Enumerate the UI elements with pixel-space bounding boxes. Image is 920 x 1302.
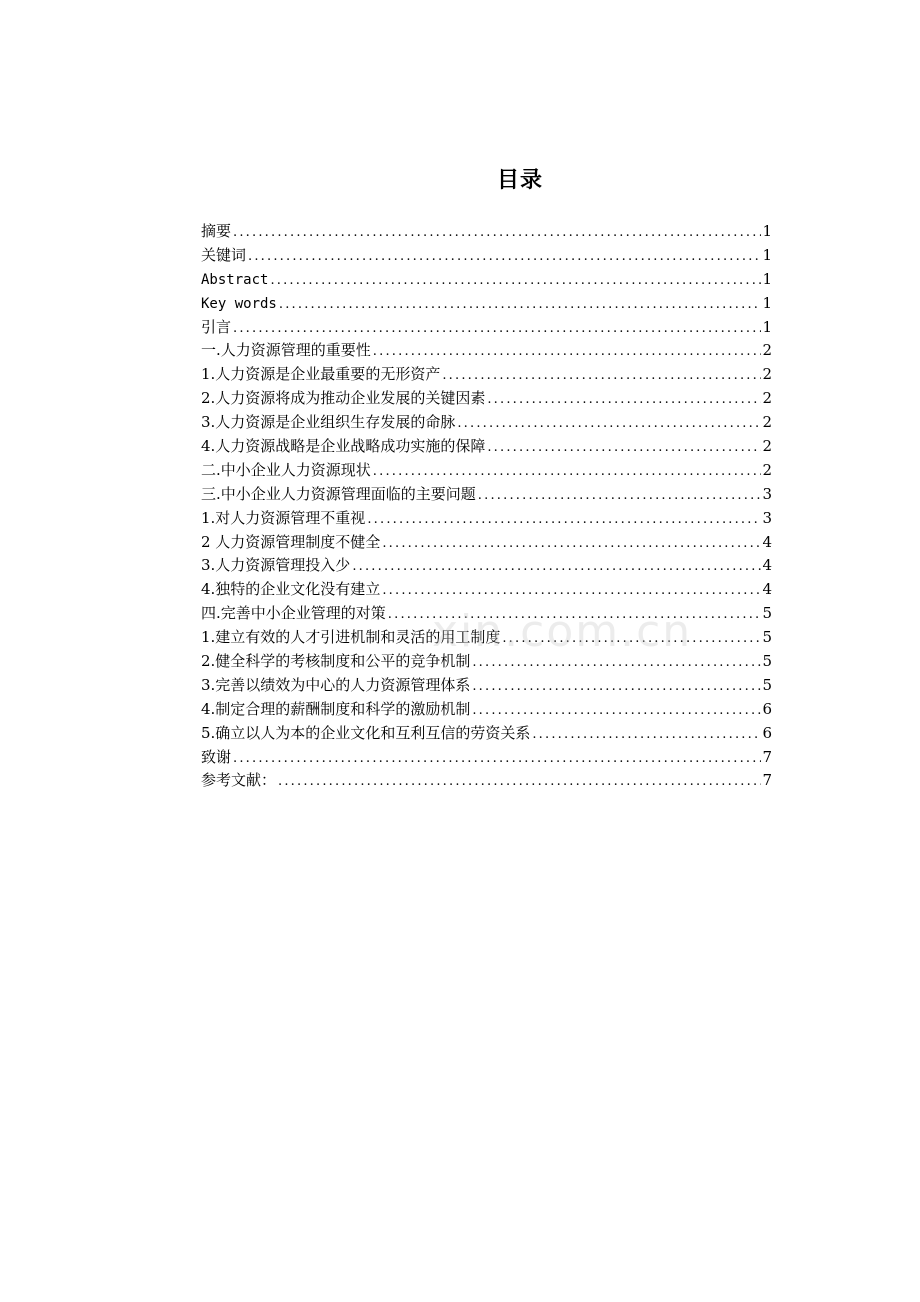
toc-entry[interactable] bbox=[201, 769, 772, 793]
toc-entry[interactable] bbox=[201, 650, 772, 674]
toc-entry-label: 1.人力资源是企业最重要的无形资产 bbox=[201, 365, 441, 384]
toc-page-number: 4 bbox=[762, 532, 772, 551]
toc-page-number: 3 bbox=[762, 484, 772, 503]
toc-dot-leader bbox=[502, 627, 761, 650]
toc-entry-label: 3.人力资源管理投入少 bbox=[201, 556, 351, 575]
toc-page-number: 5 bbox=[762, 628, 772, 647]
toc-dot-leader bbox=[352, 555, 761, 578]
toc-entry-label: 4.制定合理的薪酬制度和科学的激励机制 bbox=[201, 699, 471, 718]
toc-entry[interactable] bbox=[201, 292, 772, 316]
toc-entry-label: 一.人力资源管理的重要性 bbox=[201, 341, 371, 360]
toc-entry[interactable] bbox=[201, 722, 772, 746]
toc-entry-label: 致谢 bbox=[201, 747, 232, 766]
toc-page-number: 1 bbox=[762, 222, 772, 240]
toc-entry-label: 引言 bbox=[201, 317, 232, 336]
toc-entry[interactable] bbox=[201, 435, 772, 459]
toc-page-number: 3 bbox=[762, 508, 772, 527]
toc-page-number: 2 bbox=[762, 413, 772, 432]
toc-entry[interactable] bbox=[201, 602, 772, 626]
toc-page-number: 2 bbox=[762, 460, 772, 479]
toc-dot-leader bbox=[373, 340, 762, 363]
toc-dot-leader bbox=[487, 436, 761, 459]
toc-entry-label: 4.独特的企业文化没有建立 bbox=[201, 580, 381, 599]
toc-page-number: 4 bbox=[762, 556, 772, 575]
toc-page-number: 4 bbox=[762, 580, 772, 599]
toc-entry[interactable] bbox=[201, 268, 772, 292]
toc-dot-leader bbox=[233, 317, 761, 340]
toc-entry-label: 3.完善以绩效为中心的人力资源管理体系 bbox=[201, 675, 471, 694]
toc-entry-label: 4.人力资源战略是企业战略成功实施的保障 bbox=[201, 437, 486, 456]
toc-entry[interactable] bbox=[201, 578, 772, 602]
toc-page-number: 6 bbox=[762, 723, 772, 742]
toc-entry-label: 5.确立以人为本的企业文化和互利互信的劳资关系 bbox=[201, 723, 531, 742]
toc-entry-label: 1.对人力资源管理不重视 bbox=[201, 508, 366, 527]
toc-dot-leader bbox=[472, 651, 761, 674]
toc-page-number: 2 bbox=[762, 365, 772, 384]
toc-page-number: 5 bbox=[762, 652, 772, 671]
toc-dot-leader bbox=[442, 364, 761, 387]
toc-entry[interactable] bbox=[201, 531, 772, 555]
toc-dot-leader bbox=[382, 579, 761, 602]
toc-entry-label: 2 人力资源管理制度不健全 bbox=[201, 532, 381, 551]
toc-entry-label: 三.中小企业人力资源管理面临的主要问题 bbox=[201, 484, 476, 503]
toc-entry-label: 2.人力资源将成为推动企业发展的关键因素 bbox=[201, 389, 486, 408]
toc-dot-leader bbox=[279, 293, 762, 316]
toc-page-number: 1 bbox=[762, 245, 772, 264]
toc-dot-leader bbox=[270, 269, 761, 292]
toc-dot-leader bbox=[478, 484, 762, 507]
toc-entry[interactable] bbox=[201, 698, 772, 722]
toc-page-number: 5 bbox=[762, 675, 772, 694]
toc-entry[interactable] bbox=[201, 626, 772, 650]
toc-entry[interactable] bbox=[201, 316, 772, 340]
toc-dot-leader bbox=[532, 723, 761, 746]
watermark: xin.com.cn bbox=[432, 606, 693, 657]
toc-entry-label: 3.人力资源是企业组织生存发展的命脉 bbox=[201, 413, 456, 432]
toc-page-number: 2 bbox=[762, 389, 772, 408]
toc-entry[interactable] bbox=[201, 459, 772, 483]
toc-page-number: 1 bbox=[762, 317, 772, 336]
toc-dot-leader bbox=[233, 221, 761, 244]
toc-entry-label: 2.健全科学的考核制度和公平的竞争机制 bbox=[201, 652, 471, 671]
toc-entry-label: 参考文献： bbox=[201, 771, 277, 790]
toc-dot-leader bbox=[373, 460, 762, 483]
toc-entry-label: 摘要 bbox=[201, 222, 232, 240]
toc-entry[interactable] bbox=[201, 674, 772, 698]
toc-entry[interactable] bbox=[201, 220, 772, 244]
toc-page-number: 7 bbox=[762, 771, 772, 790]
toc-entry[interactable] bbox=[201, 507, 772, 531]
toc-entry[interactable] bbox=[201, 483, 772, 507]
toc-dot-leader bbox=[367, 508, 761, 531]
toc-page-number: 2 bbox=[762, 437, 772, 456]
toc-dot-leader bbox=[487, 388, 761, 411]
toc-entry-label: Key words bbox=[201, 295, 277, 312]
toc-entry-label: 四.完善中小企业管理的对策 bbox=[201, 604, 386, 623]
toc-dot-leader bbox=[248, 245, 761, 268]
toc-page-number: 1 bbox=[762, 269, 772, 288]
toc-entry-label: Abstract bbox=[201, 271, 269, 288]
toc-page-number: 2 bbox=[762, 341, 772, 360]
toc-page-number: 6 bbox=[762, 699, 772, 718]
toc-entry-label: 关键词 bbox=[201, 245, 247, 264]
toc-dot-leader bbox=[388, 603, 762, 626]
toc-entry[interactable] bbox=[201, 554, 772, 578]
toc-entry[interactable] bbox=[201, 746, 772, 770]
page-title: 目录 bbox=[496, 168, 543, 193]
toc-entry-label: 二.中小企业人力资源现状 bbox=[201, 460, 371, 479]
toc-entry[interactable] bbox=[201, 363, 772, 387]
toc-dot-leader bbox=[457, 412, 761, 435]
table-of-contents bbox=[201, 220, 772, 793]
toc-dot-leader bbox=[233, 747, 761, 770]
toc-entry[interactable] bbox=[201, 387, 772, 411]
toc-entry[interactable] bbox=[201, 411, 772, 435]
toc-entry-label: 1.建立有效的人才引进机制和灵活的用工制度 bbox=[201, 628, 501, 647]
toc-entry[interactable] bbox=[201, 244, 772, 268]
toc-dot-leader bbox=[472, 699, 761, 722]
toc-entry[interactable] bbox=[201, 339, 772, 363]
toc-page-number: 7 bbox=[762, 747, 772, 766]
toc-page-number: 5 bbox=[762, 604, 772, 623]
toc-dot-leader bbox=[382, 532, 761, 555]
toc-page-number: 1 bbox=[762, 293, 772, 312]
toc-dot-leader bbox=[278, 770, 761, 793]
toc-dot-leader bbox=[472, 675, 761, 698]
